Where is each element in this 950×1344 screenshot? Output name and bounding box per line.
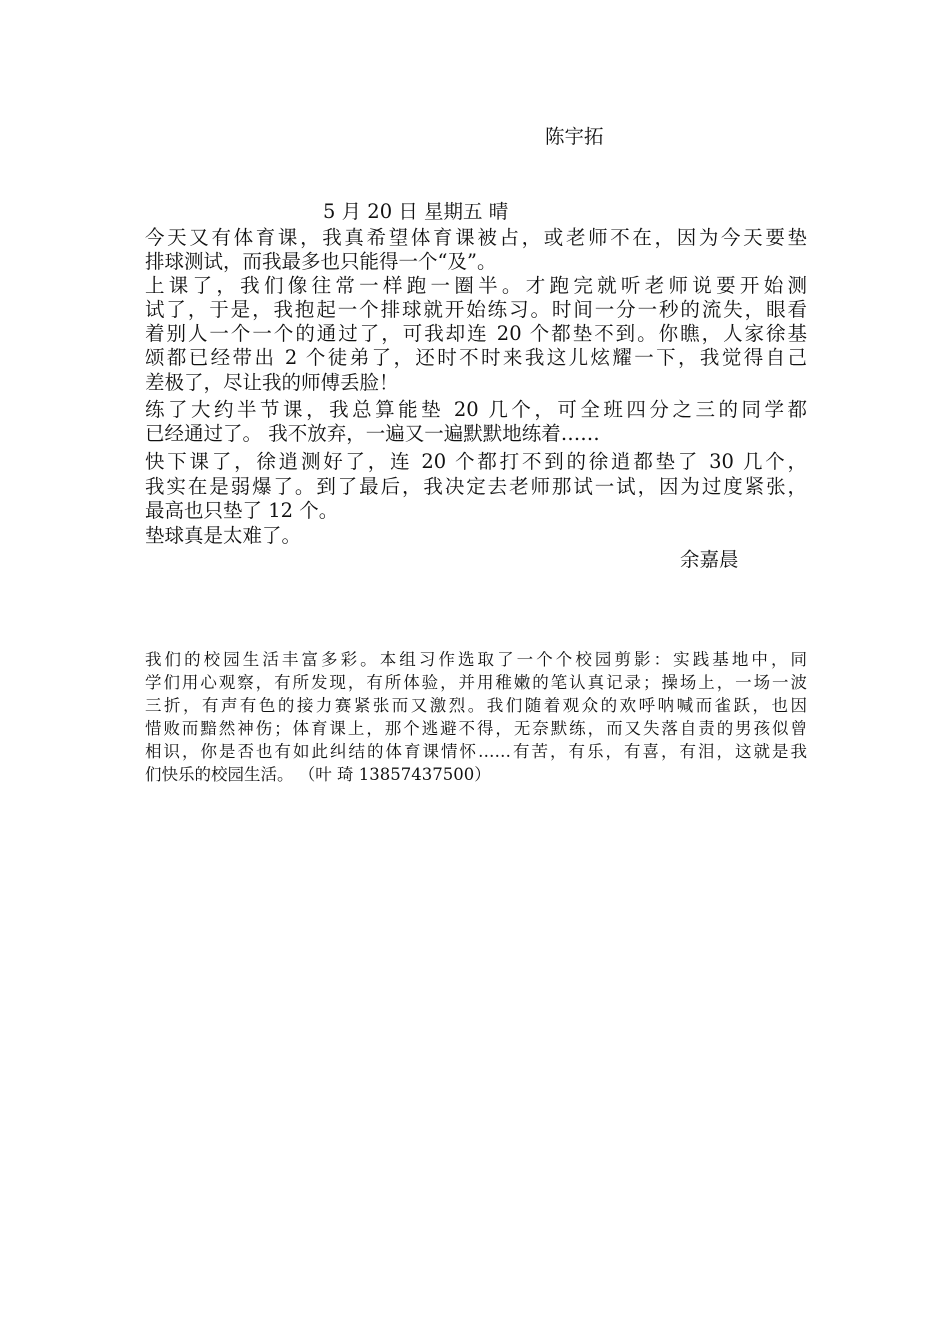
diary-line: 上课了，我们像往常一样跑一圈半。才跑完就听老师说要开始测 (145, 274, 807, 297)
diary-author: 余嘉晨 (680, 548, 739, 571)
commentary-line: 学们用心观察，有所发现，有所体验，并用稚嫩的笔认真记录；操场上，一场一波 (145, 673, 807, 692)
diary-line: 着别人一个一个的通过了，可我却连 20 个都垫不到。你瞧，人家徐基 (145, 322, 807, 345)
author-name-top: 陈宇拓 (545, 125, 604, 148)
diary-line: 我实在是弱爆了。到了最后，我决定去老师那试一试，因为过度紧张， (145, 475, 807, 498)
diary-line: 快下课了，徐逍测好了，连 20 个都打不到的徐逍都垫了 30 几个， (145, 450, 807, 473)
diary-line: 排球测试，而我最多也只能得一个“及”。 (145, 250, 497, 273)
commentary-line: 们快乐的校园生活。 （叶 琦 13857437500） (145, 765, 491, 784)
diary-line: 已经通过了。 我不放弃，一遍又一遍默默地练着…… (145, 422, 600, 445)
diary-line: 垫球真是太难了。 (145, 524, 302, 547)
diary-line: 差极了，尽让我的师傅丢脸！ (145, 371, 399, 394)
diary-line: 今天又有体育课，我真希望体育课被占，或老师不在，因为今天要垫 (145, 226, 807, 249)
diary-line: 颂都已经带出 2 个徒弟了，还时不时来我这儿炫耀一下，我觉得自己 (145, 346, 807, 369)
diary-line: 试了，于是，我抱起一个排球就开始练习。时间一分一秒的流失，眼看 (145, 298, 807, 321)
diary-line: 最高也只垫了 12 个。 (145, 499, 339, 522)
commentary-line: 惜败而黯然神伤；体育课上，那个逃避不得，无奈默练，而又失落自责的男孩似曾 (145, 719, 807, 738)
commentary-line: 三折，有声有色的接力赛紧张而又激烈。我们随着观众的欢呼呐喊而雀跃，也因 (145, 696, 807, 715)
diary-line: 练了大约半节课，我总算能垫 20 几个，可全班四分之三的同学都 (145, 398, 807, 421)
diary-date: 5 月 20 日 星期五 晴 (323, 200, 509, 223)
commentary-line: 我们的校园生活丰富多彩。本组习作选取了一个个校园剪影：实践基地中，同 (145, 650, 807, 669)
commentary-line: 相识，你是否也有如此纠结的体育课情怀……有苦，有乐，有喜，有泪，这就是我 (145, 742, 807, 761)
